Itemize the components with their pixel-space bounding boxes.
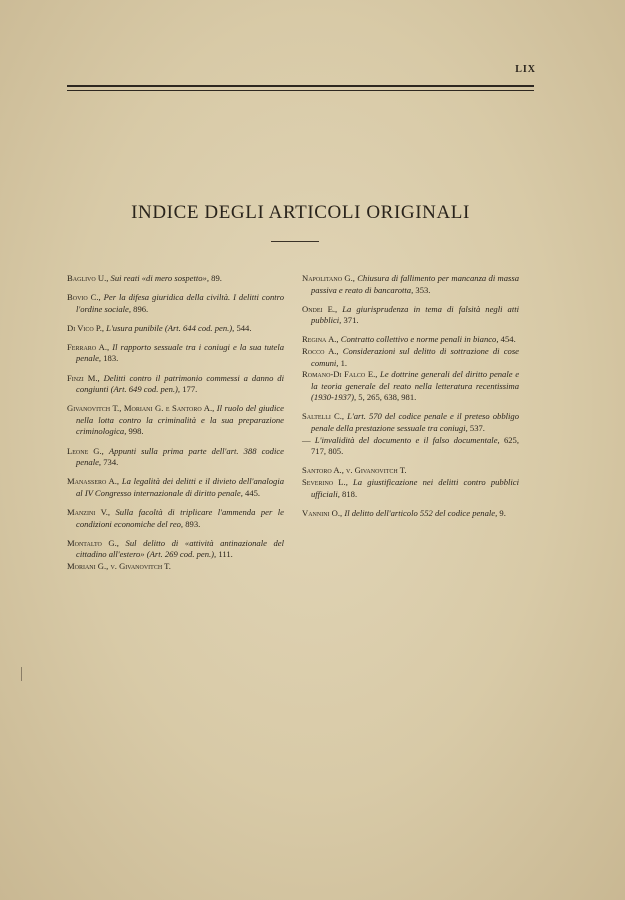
index-entry bbox=[302, 435, 519, 458]
entry-title: Il delitto dell'articolo 552 del codice penale, bbox=[344, 507, 498, 518]
index-entry bbox=[67, 446, 284, 469]
entry-author: Ondei E., bbox=[302, 303, 338, 314]
entry-author: Santoro A., bbox=[302, 465, 344, 476]
entry-page-ref: 1. bbox=[340, 357, 348, 368]
entry-title: Considerazioni sul delitto di sottrazione di cose comuni, bbox=[311, 345, 519, 368]
entry-page-ref: v. Givanovitch T. bbox=[346, 465, 407, 476]
entry-author: Severino L., bbox=[302, 476, 348, 487]
entry-page-ref: v. Givanovitch T. bbox=[110, 560, 171, 571]
index-entry bbox=[67, 507, 284, 530]
entry-author: Regina A., bbox=[302, 334, 339, 345]
entry-page-ref: 5, 265, 638, 981. bbox=[358, 392, 417, 403]
entry-author: Saltelli C., bbox=[302, 411, 344, 422]
header-rule-thin bbox=[67, 90, 534, 91]
index-entry bbox=[302, 304, 519, 327]
index-entry bbox=[302, 477, 519, 500]
index-entry bbox=[302, 346, 519, 369]
entry-title: Sul delitto di «attività antinazionale del cittadino all'estero» (Art. 269 cod. pen.), bbox=[76, 537, 284, 560]
entry-title: Contratto collettivo e norme penali in bianco, bbox=[340, 334, 499, 345]
index-entry bbox=[67, 323, 284, 335]
entry-page-ref: 177. bbox=[182, 384, 198, 395]
entry-author: Di Vico P., bbox=[67, 322, 105, 333]
entry-title: La giustificazione nei delitti contro pubblici ufficiali, bbox=[311, 476, 519, 499]
entry-author: Leone G., bbox=[67, 445, 104, 456]
index-entry bbox=[302, 273, 519, 296]
title-rule bbox=[271, 241, 319, 242]
index-entry bbox=[302, 334, 519, 346]
entry-page-ref: 896. bbox=[133, 303, 149, 314]
entry-author: Baglivo U., bbox=[67, 273, 109, 283]
entry-author: Manassero A., bbox=[67, 476, 120, 487]
entry-title: La legalità dei delitti e il divieto dell'analogia al IV Congresso internazionale di diritto penale, bbox=[76, 476, 284, 498]
entry-page-ref: 371. bbox=[343, 315, 359, 326]
entry-title: Il ruolo del giudice nella lotta contro la criminalità e la sua preparazione criminologica, bbox=[76, 403, 284, 437]
index-entry bbox=[67, 538, 284, 561]
entry-title: La giurisprudenza in tema di falsità negli atti pubblici, bbox=[311, 303, 520, 326]
page-title: INDICE DEGLI ARTICOLI ORIGINALI bbox=[131, 202, 470, 223]
index-entry bbox=[67, 561, 284, 573]
entry-page-ref: 818. bbox=[342, 488, 358, 499]
entry-page-ref: 537. bbox=[469, 423, 485, 434]
entry-title: L'art. 570 del codice penale e il preteso obbligo penale della prestazione sessuale tra coniugi, bbox=[311, 411, 519, 434]
entry-page-ref: 9. bbox=[499, 507, 506, 518]
entry-title: Le dottrine generali del diritto penale e la teoria generale del reato nella letteratura recentissima (1930-1937), bbox=[311, 369, 520, 403]
header-rule-thick bbox=[67, 85, 534, 87]
index-entry bbox=[302, 411, 519, 434]
entry-title: Per la difesa giuridica della civiltà. I delitti contro l'ordine sociale, bbox=[76, 292, 284, 314]
left-column bbox=[67, 273, 284, 580]
right-column bbox=[302, 273, 519, 527]
entry-page-ref: 183. bbox=[103, 353, 119, 364]
entry-author: Rocco A., bbox=[302, 345, 339, 356]
index-entry bbox=[302, 465, 519, 477]
entry-page-ref: 625, 717, 805. bbox=[311, 434, 519, 457]
entry-title: L'usura punibile (Art. 644 cod. pen.), bbox=[106, 322, 235, 333]
entry-page-ref: 998. bbox=[128, 426, 144, 437]
entry-title: Il rapporto sessuale tra i coniugi e la sua tutela penale, bbox=[76, 341, 285, 364]
entry-author: Ferraro A., bbox=[67, 341, 110, 352]
index-entry bbox=[67, 292, 284, 315]
entry-page-ref: 734. bbox=[103, 457, 119, 468]
entry-page-ref: 353. bbox=[415, 284, 431, 295]
entry-author: Romano-Di Falco E., bbox=[302, 369, 378, 380]
entry-page-ref: 454. bbox=[500, 334, 516, 345]
entry-page-ref: 893. bbox=[185, 518, 201, 529]
entry-title: L'invalidità del documento e il falso documentale, bbox=[314, 434, 500, 445]
entry-author: Vannini O., bbox=[302, 507, 343, 518]
entry-author: Montalto G., bbox=[67, 537, 119, 548]
entry-author: Manzini V., bbox=[67, 506, 111, 517]
entry-author: Moriani G., bbox=[67, 560, 109, 571]
entry-page-ref: 445. bbox=[245, 487, 261, 498]
entry-page-ref: 89. bbox=[211, 273, 222, 283]
entry-author: — bbox=[302, 434, 311, 445]
entry-title: Appunti sulla prima parte dell'art. 388 codice penale, bbox=[76, 445, 284, 468]
index-entry bbox=[302, 369, 519, 404]
entry-page-ref: 544. bbox=[236, 322, 252, 333]
entry-author: Napolitano G., bbox=[302, 273, 355, 283]
entry-title: Delitti contro il patrimonio commessi a danno di congiunti (Art. 649 cod. pen.), bbox=[76, 372, 284, 395]
entry-author: Bovio C., bbox=[67, 292, 101, 303]
index-entry bbox=[67, 476, 284, 499]
index-entry bbox=[67, 273, 284, 285]
page-number: LIX bbox=[515, 64, 536, 75]
index-entry bbox=[67, 342, 284, 365]
margin-mark bbox=[21, 667, 22, 681]
entry-page-ref: 111. bbox=[218, 549, 233, 560]
entry-title: Chiusura di fallimento per mancanza di massa passiva e reato di bancarotta, bbox=[311, 273, 519, 295]
entry-author: Finzi M., bbox=[67, 372, 100, 383]
entry-title: Sui reati «di mero sospetto», bbox=[110, 273, 209, 283]
index-entry bbox=[67, 403, 284, 438]
entry-title: Sulla facoltà di triplicare l'ammenda per le condizioni economiche del reo, bbox=[76, 506, 284, 529]
entry-author: Givanovitch T., Moriani G. e Santoro A., bbox=[67, 403, 215, 414]
index-entry bbox=[302, 508, 519, 520]
index-entry bbox=[67, 373, 284, 396]
